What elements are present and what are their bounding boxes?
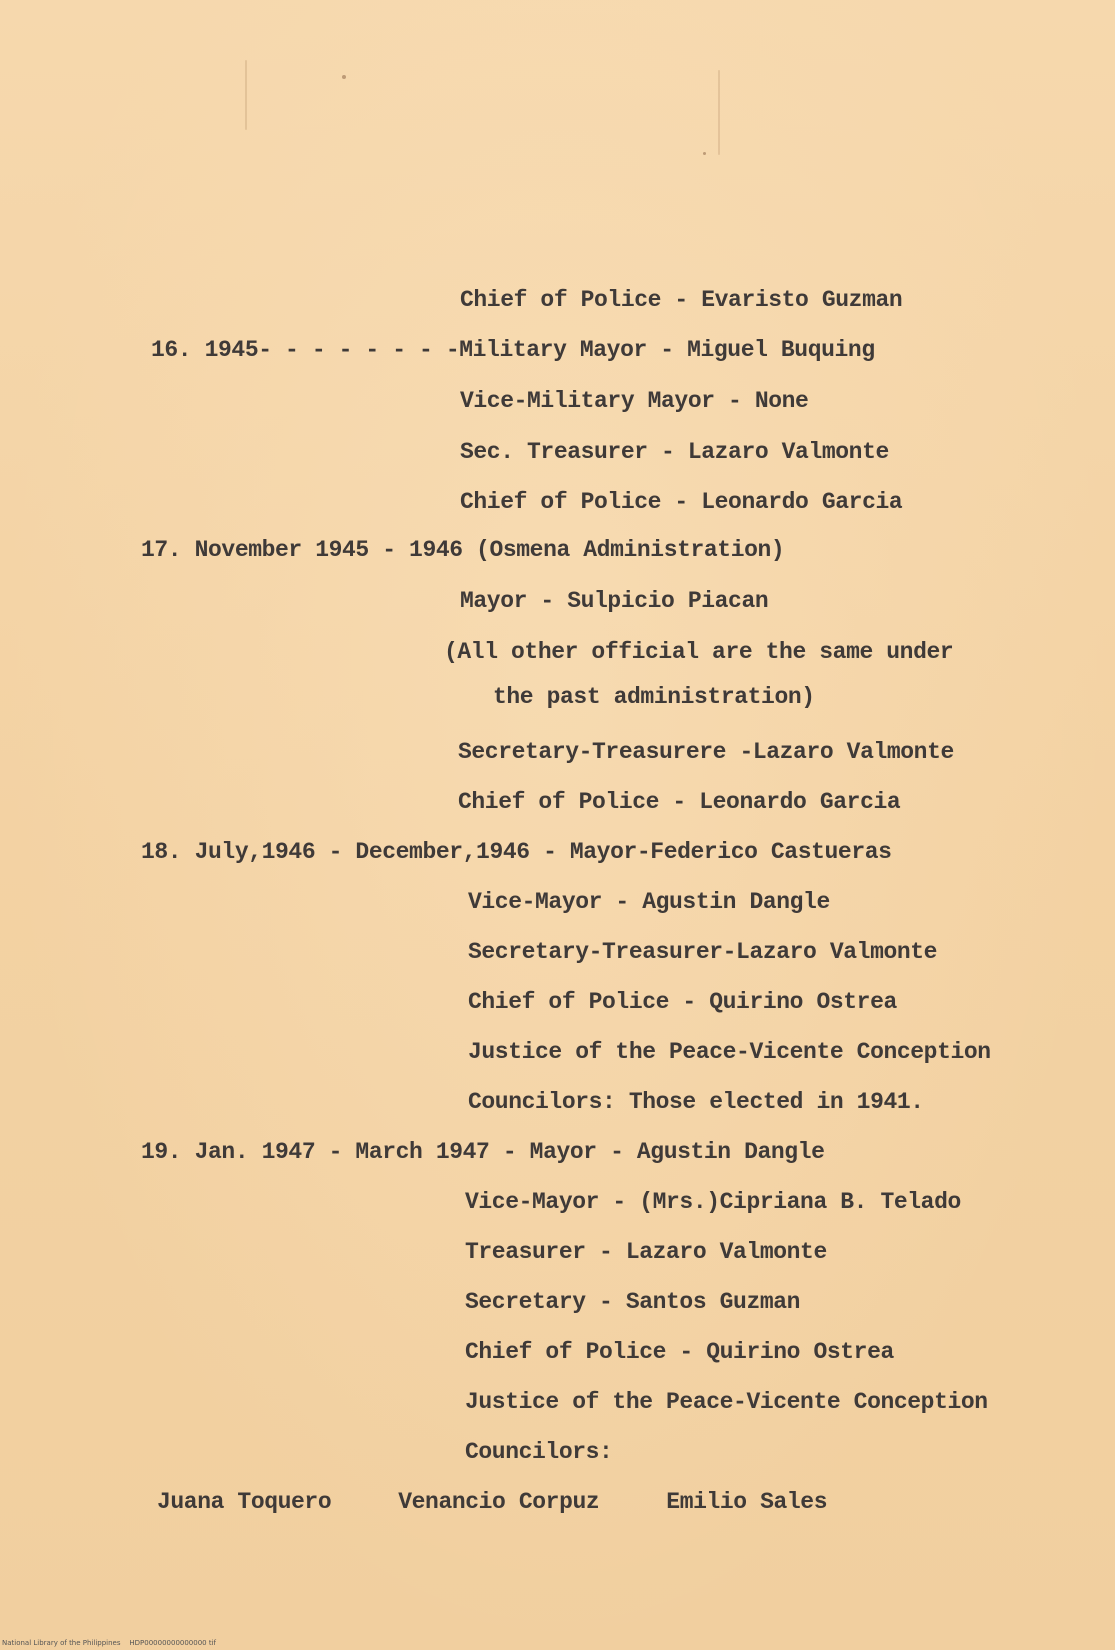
paper-speck [703,152,706,155]
text-line: Sec. Treasurer - Lazaro Valmonte [460,439,889,465]
text-line: Chief of Police - Evaristo Guzman [460,287,903,313]
text-line: Vice-Mayor - Agustin Dangle [468,889,830,915]
text-line: Justice of the Peace-Vicente Conception [468,1039,991,1065]
text-line: Juana Toquero Venancio Corpuz Emilio Sales [157,1489,828,1515]
paper-speck [342,75,346,79]
text-line: the past administration) [493,684,815,710]
text-line: (All other official are the same under [444,639,954,665]
text-line: Mayor - Sulpicio Piacan [460,588,769,614]
text-line: Councilors: Those elected in 1941. [468,1089,924,1115]
text-line: Treasurer - Lazaro Valmonte [465,1239,827,1265]
text-line: Secretary - Santos Guzman [465,1289,801,1315]
paper-crease [718,70,720,155]
text-line: Vice-Mayor - (Mrs.)Cipriana B. Telado [465,1189,961,1215]
paper-crease [245,60,247,130]
text-line: Justice of the Peace-Vicente Conception [465,1389,988,1415]
footer-stamp: National Library of the Philippines HDP00000000000000 tif [2,1639,216,1647]
text-line: Chief of Police - Quirino Ostrea [465,1339,894,1365]
text-line: Chief of Police - Leonardo Garcia [458,789,901,815]
text-line: 16. 1945- - - - - - - -Military Mayor - Miguel Buquing [151,337,875,363]
text-line: 17. November 1945 - 1946 (Osmena Administration) [141,537,785,563]
text-line: Councilors: [465,1439,613,1465]
text-line: Chief of Police - Leonardo Garcia [460,489,903,515]
text-line: 19. Jan. 1947 - March 1947 - Mayor - Agustin Dangle [141,1139,825,1165]
text-line: 18. July,1946 - December,1946 - Mayor-Federico Castueras [141,839,892,865]
text-line: Vice-Military Mayor - None [460,388,809,414]
text-line: Chief of Police - Quirino Ostrea [468,989,897,1015]
text-line: Secretary-Treasurer-Lazaro Valmonte [468,939,938,965]
text-line: Secretary-Treasurere -Lazaro Valmonte [458,739,954,765]
